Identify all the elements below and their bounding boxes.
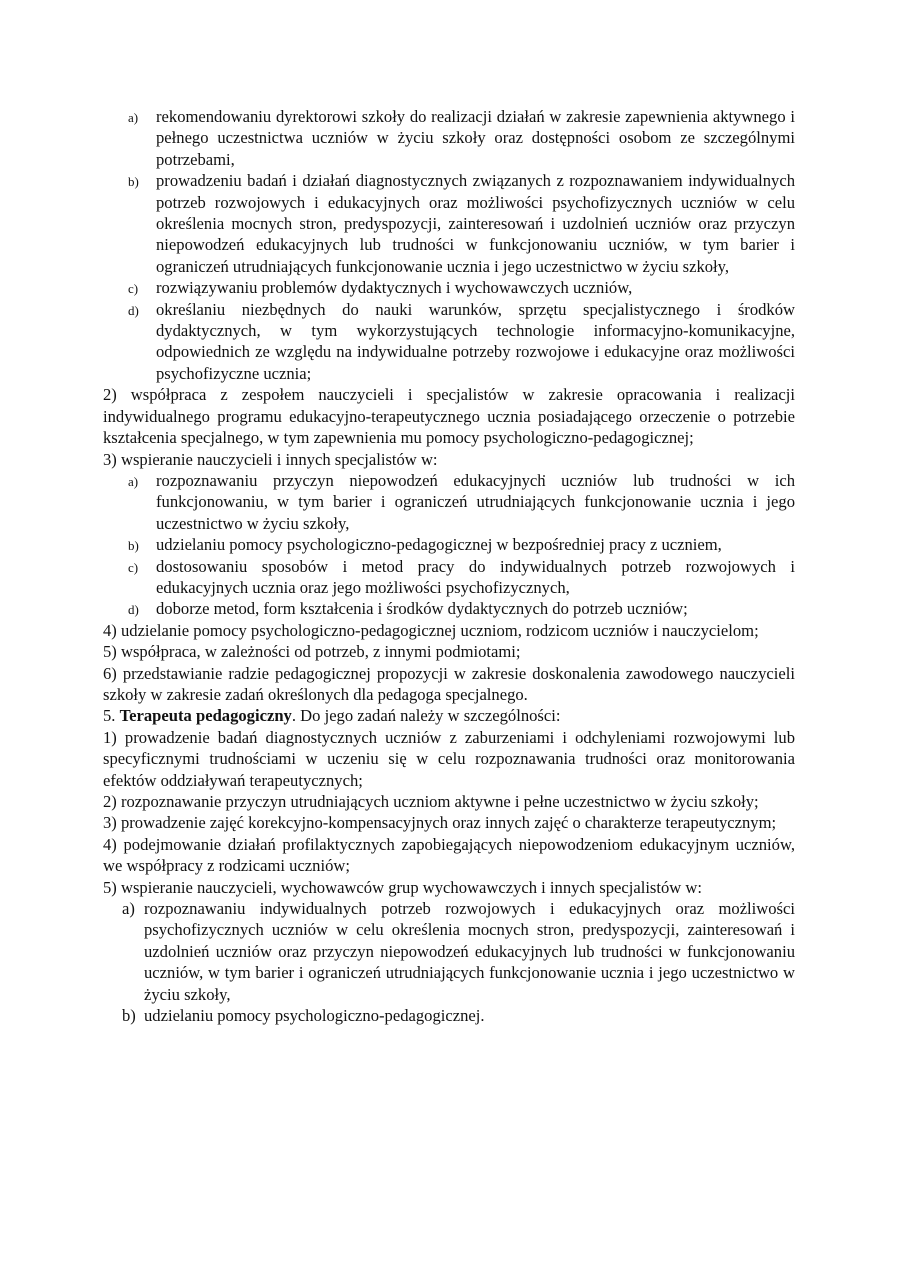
list-item-text: rozpoznawaniu indywidualnych potrzeb rozwojowych i edukacyjnych oraz możliwości psychofizycznych uczniów w celu określenia mocnych stron, predyspozycji, zainteresowań i uzdolnień uczniów oraz przyczyn niepowodzeń edukacyjnych lub trudności w funkcjonowaniu uczniów, w tym barier i ograniczeń utrudniających funkcjonowanie ucznia i jego uczestnictwo w życiu szkoły, <box>144 899 795 1004</box>
list-marker: d) <box>128 602 139 618</box>
list-marker: d) <box>128 302 139 318</box>
list-item <box>103 106 795 170</box>
list-item-text: doborze metod, form kształcenia i środków dydaktycznych do potrzeb uczniów; <box>156 599 688 619</box>
paragraph-6: 6) przedstawianie radzie pedagogicznej propozycji w zakresie doskonalenia zawodowego nauczycieli szkoły w zakresie zadań określonych dla pedagoga specjalnego. <box>103 663 795 704</box>
list-item <box>103 1005 795 1026</box>
paragraph-3: 3) wspieranie nauczycieli i innych specjalistów w: <box>103 449 438 469</box>
list-item-text: udzielaniu pomocy psychologiczno-pedagogicznej. <box>144 1006 485 1026</box>
section-number: 5. <box>103 706 116 726</box>
task-5: 5) wspieranie nauczycieli, wychowawców grup wychowawczych i innych specjalistów w: <box>103 877 703 897</box>
section-intro: . Do jego zadań należy w szczególności: <box>291 706 561 726</box>
list-marker: c) <box>128 281 139 297</box>
list-item <box>103 598 795 619</box>
list-item <box>103 470 795 534</box>
task-1: 1) prowadzenie badań diagnostycznych uczniów z zaburzeniami i odchyleniami rozwojowymi lub specyficznymi trudnościami w uczeniu się w celu rozpoznawania trudności oraz monitorowania efektów oddziaływań terapeutycznych; <box>103 727 795 790</box>
section-title: Terapeuta pedagogiczny <box>119 706 292 726</box>
list-marker: b) <box>122 1006 136 1026</box>
list-item <box>103 898 795 1005</box>
list-item <box>103 534 795 555</box>
list-marker: c) <box>128 559 139 575</box>
paragraph-2: 2) współpraca z zespołem nauczycieli i specjalistów w zakresie opracowania i realizacji indywidualnego programu edukacyjno-terapeutycznego ucznia posiadającego orzeczenie o potrzebie kształcenia specjalnego, w tym zapewnienia mu pomocy psychologiczno-pedagogicznej; <box>103 385 795 448</box>
list-item-text: udzielaniu pomocy psychologiczno-pedagogicznej w bezpośredniej pracy z uczniem, <box>156 535 722 555</box>
task-3: 3) prowadzenie zajęć korekcyjno-kompensacyjnych oraz innych zajęć o charakterze terapeutycznym; <box>103 813 777 833</box>
list-marker: a) <box>122 899 135 919</box>
section-5-heading <box>103 705 795 726</box>
list-marker: b) <box>128 538 139 554</box>
list-item <box>103 170 795 277</box>
list-marker: a) <box>128 473 139 489</box>
task-4: 4) podejmowanie działań profilaktycznych zapobiegających niepowodzeniom edukacyjnym uczniów, we współpracy z rodzicami uczniów; <box>103 834 795 876</box>
list-item-text: rozwiązywaniu problemów dydaktycznych i wychowawczych uczniów, <box>156 278 633 298</box>
paragraph-5: 5) współpraca, w zależności od potrzeb, z innymi podmiotami; <box>103 642 521 662</box>
list-item-text: prowadzeniu badań i działań diagnostycznych związanych z rozpoznawaniem indywidualnych potrzeb rozwojowych i edukacyjnych oraz możliwości psychofizycznych uczniów w celu określenia mocnych stron, predyspozycji, zainteresowań i uzdolnień uczniów oraz przyczyn niepowodzeń edukacyjnych lub trudności w funkcjonowaniu uczniów, w tym barier i ograniczeń utrudniających funkcjonowanie ucznia i jego uczestnictwo w życiu szkoły, <box>156 171 795 276</box>
list-item <box>103 556 795 599</box>
list-item <box>103 277 795 298</box>
list-item-text: rekomendowaniu dyrektorowi szkoły do realizacji działań w zakresie zapewnienia aktywnego i pełnego uczestnictwa uczniów w życiu szkoły oraz dostępności osobom ze szczególnymi potrzebami, <box>156 107 795 169</box>
list-marker: a) <box>128 110 139 125</box>
list-item <box>103 299 795 385</box>
list-item-text: określaniu niezbędnych do nauki warunków, sprzętu specjalistycznego i środków dydaktycznych, w tym wykorzystujących technologie informacyjno-komunikacyjne, odpowiednich ze względu na indywidualne potrzeby rozwojowe i edukacyjne oraz możliwości psychofizyczne ucznia; <box>156 299 795 383</box>
list-item-text: dostosowaniu sposobów i metod pracy do indywidualnych potrzeb rozwojowych i edukacyjnych ucznia oraz jego możliwości psychofizycznych, <box>156 556 795 597</box>
document-body <box>103 106 795 1026</box>
list-item-text: rozpoznawaniu przyczyn niepowodzeń edukacyjnych uczniów lub trudności w ich funkcjonowaniu, w tym barier i ograniczeń utrudniających funkcjonowanie ucznia i jego uczestnictwo w życiu szkoły, <box>156 470 795 533</box>
task-2: 2) rozpoznawanie przyczyn utrudniających uczniom aktywne i pełne uczestnictwo w życiu szkoły; <box>103 792 759 811</box>
list-marker: b) <box>128 174 139 190</box>
paragraph-4: 4) udzielanie pomocy psychologiczno-pedagogicznej uczniom, rodzicom uczniów i nauczycielom; <box>103 620 759 640</box>
